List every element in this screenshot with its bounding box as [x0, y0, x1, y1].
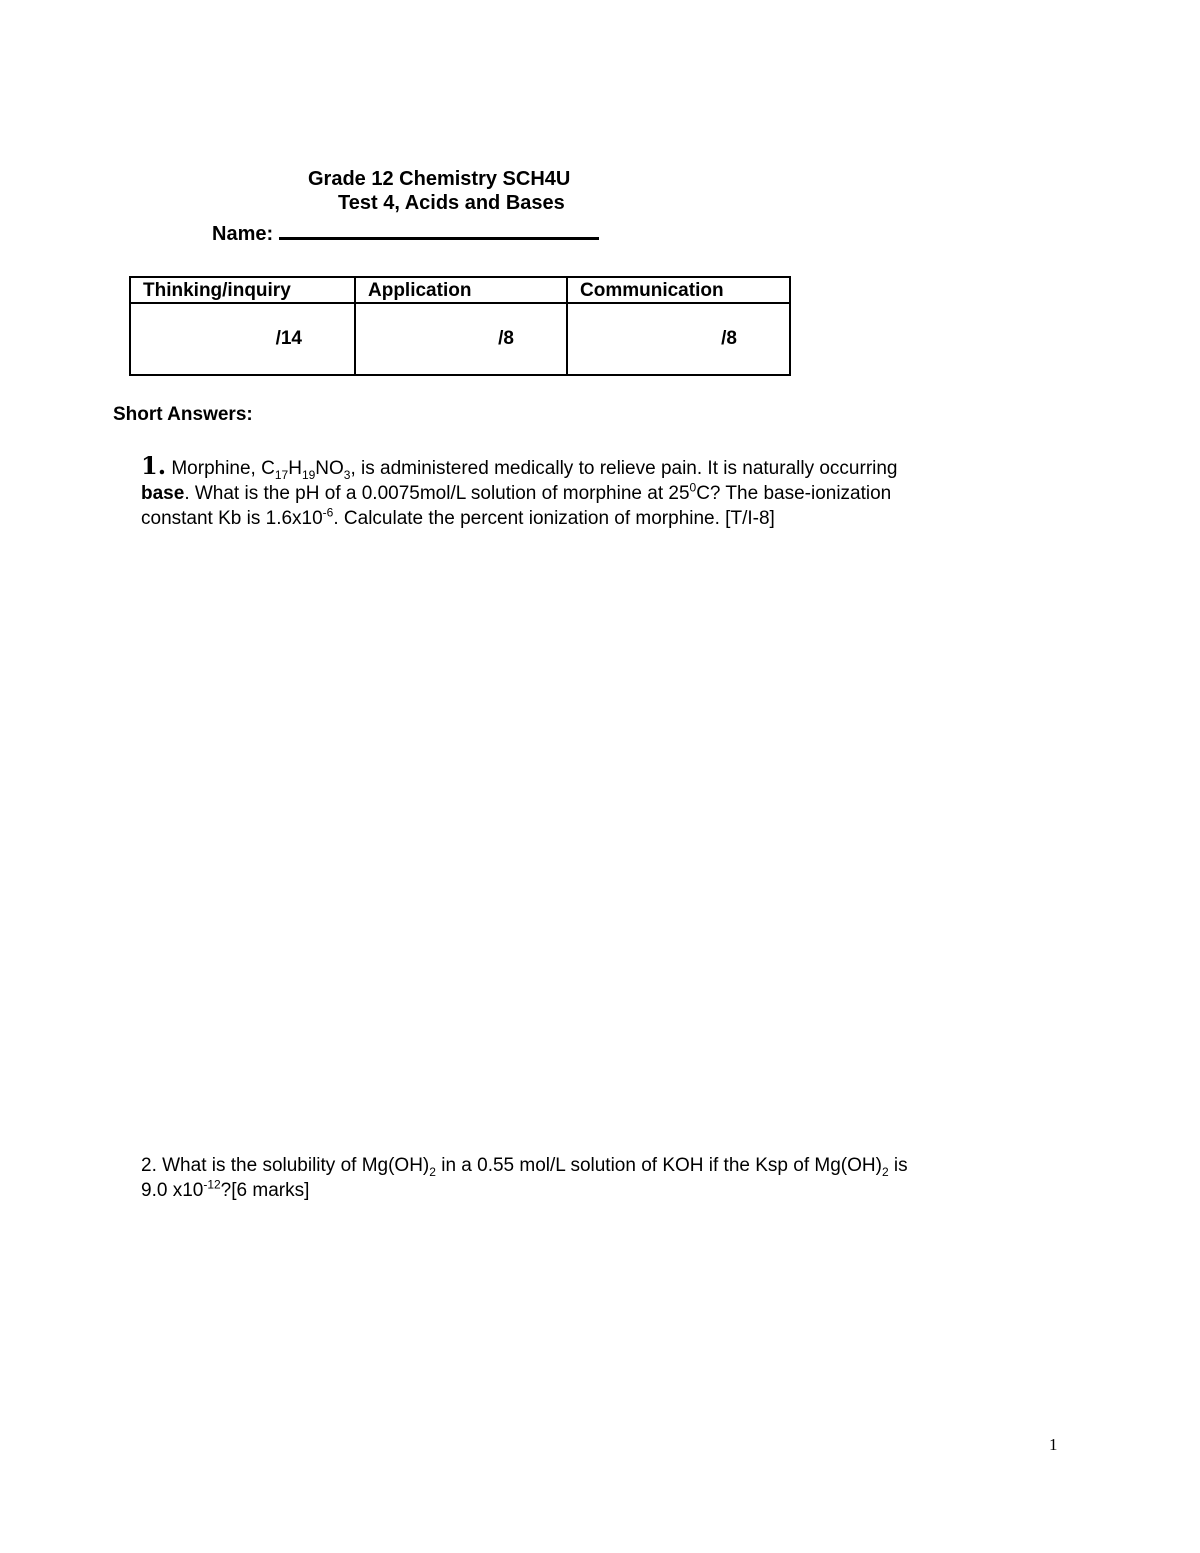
- section-heading: Short Answers:: [113, 404, 253, 425]
- score-thinking-inquiry[interactable]: /14: [130, 303, 355, 375]
- question-1-line-2: base. What is the pH of a 0.0075mol/L solution of morphine at $25^0C$? The base-ionization: [141, 480, 892, 504]
- question-1: [141, 453, 1041, 531]
- question-2-line-2: 9.0 $x10^{-12}?[6$ marks]: [141, 1177, 310, 1201]
- question-2: [141, 1153, 1041, 1203]
- header-application: Application: [355, 277, 567, 303]
- test-title: Grade 12 Chemistry SCH4U: [308, 168, 571, 190]
- question-1-line-1: 1. Morphine, $C_{17}H_{19}NO_3$, is administered medically to relieve pain. It is naturally occurring: [141, 451, 898, 482]
- score-application[interactable]: /8: [355, 303, 567, 375]
- page-number: 1: [1049, 1435, 1058, 1454]
- score-communication[interactable]: /8: [567, 303, 790, 375]
- score-table-header-row: [130, 277, 790, 303]
- score-table-marks-row: [130, 303, 790, 375]
- name-blank-line[interactable]: [279, 222, 599, 240]
- score-table: [129, 276, 791, 376]
- bold-term-base: base: [141, 483, 185, 504]
- question-1-line-3: constant Kb is $1.6x10^{-6}$. Calculate the percent ionization of morphine. [T/I-8]: [141, 505, 775, 529]
- name-row: [212, 222, 599, 246]
- question-2-line-1: 2. What is the solubility of $Mg(OH)_2$ in a 0.55 mol/L solution of KOH if the Ksp of $Mg(OH)_2$ is: [141, 1155, 908, 1179]
- question-1-number: 1.: [141, 451, 167, 480]
- name-label: Name:: [212, 223, 274, 245]
- header-communication: Communication: [567, 277, 790, 303]
- header-thinking-inquiry: Thinking/inquiry: [130, 277, 355, 303]
- test-subtitle: Test 4, Acids and Bases: [338, 192, 565, 214]
